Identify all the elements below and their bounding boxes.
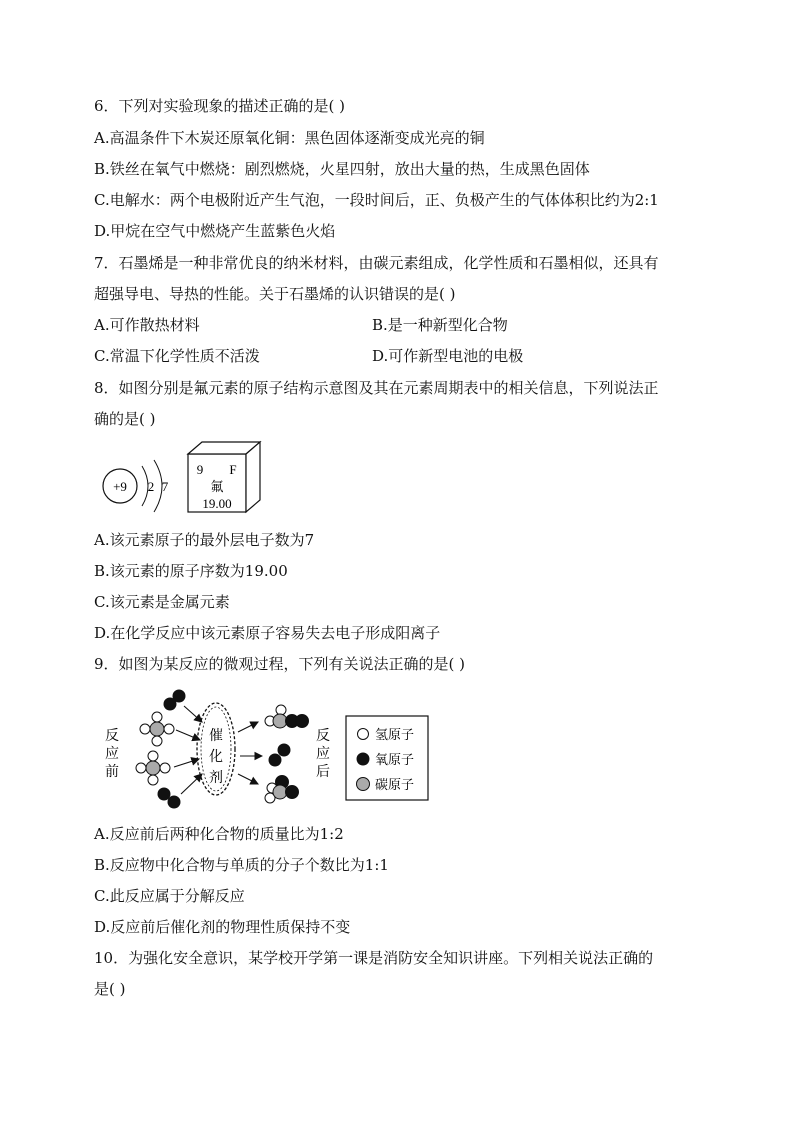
element-name: 氟 <box>210 480 224 495</box>
after-label-1: 反 <box>316 728 330 744</box>
element-symbol: F <box>229 462 237 477</box>
q8-stem-line2: 确的是( ) <box>94 410 156 428</box>
oxygen-molecule-top <box>164 690 186 711</box>
methane-molecule-1 <box>140 712 174 746</box>
q8-stem-line1: 8．如图分别是氟元素的原子结构示意图及其在元素周期表中的相关信息，下列说法正 <box>94 379 659 397</box>
q9-option-d: D.反应前后催化剂的物理性质保持不变 <box>94 918 351 936</box>
q7-stem-line2: 超强导电、导热的性能。关于石墨烯的认识错误的是( ) <box>94 285 456 303</box>
methane-molecule-2 <box>136 751 170 785</box>
before-label-3: 前 <box>105 764 119 780</box>
q8-option-c: C.该元素是金属元素 <box>94 593 230 611</box>
after-label-2: 应 <box>316 746 330 762</box>
q7-option-c: C.常温下化学性质不活泼 <box>94 347 260 365</box>
nucleus-charge: +9 <box>113 479 127 494</box>
legend-oxygen: 氧原子 <box>375 753 415 768</box>
co2-molecule-bottom <box>265 776 299 804</box>
legend-carbon: 碳原子 <box>375 778 415 793</box>
before-label-1: 反 <box>105 728 119 744</box>
q7-stem-line1: 7．石墨烯是一种非常优良的纳米材料，由碳元素组成，化学性质和石墨相似，还具有 <box>94 254 659 272</box>
atomic-number: 9 <box>196 462 204 477</box>
shell1-electrons: 2 <box>147 479 155 494</box>
q6-option-d: D.甲烷在空气中燃烧产生蓝紫色火焰 <box>94 222 336 240</box>
q6-option-a: A.高温条件下木炭还原氧化铜：黑色固体逐渐变成光亮的铜 <box>94 129 485 147</box>
legend-oxygen-icon <box>357 753 370 766</box>
q7-option-d: D.可作新型电池的电极 <box>372 347 524 365</box>
oxygen-molecule-bottom <box>158 788 181 809</box>
oxygen-molecule-product <box>269 744 291 767</box>
legend-hydrogen-icon <box>358 729 369 740</box>
legend-carbon-icon <box>357 778 370 791</box>
q6-stem: 6．下列对实验现象的描述正确的是( ) <box>94 97 346 115</box>
q8-option-d: D.在化学反应中该元素原子容易失去电子形成阳离子 <box>94 624 441 642</box>
atom-structure-diagram <box>103 460 169 512</box>
water-molecule-top <box>265 705 309 728</box>
catalyst-label-1: 催 <box>209 728 223 744</box>
catalyst-label-3: 剂 <box>209 770 223 786</box>
shell2-electrons: 7 <box>161 479 169 494</box>
atomic-mass: 19.00 <box>202 496 232 511</box>
q8-option-b: B.该元素的原子序数为19.00 <box>94 562 288 580</box>
q10-stem-line1: 10．为强化安全意识，某学校开学第一课是消防安全知识讲座。下列相关说法正确的 <box>94 949 654 967</box>
reaction-micro-diagram <box>96 684 436 810</box>
periodic-table-cell <box>188 442 260 512</box>
after-label-3: 后 <box>316 764 330 780</box>
before-label-2: 应 <box>105 746 119 762</box>
q10-stem-line2: 是( ) <box>94 980 126 998</box>
q9-option-c: C.此反应属于分解反应 <box>94 887 245 905</box>
atom-legend <box>346 716 428 800</box>
fluorine-figure <box>96 438 276 524</box>
legend-hydrogen: 氢原子 <box>375 728 415 743</box>
q7-option-a: A.可作散热材料 <box>94 316 200 334</box>
q9-option-a: A.反应前后两种化合物的质量比为1:2 <box>94 825 344 843</box>
q9-stem: 9．如图为某反应的微观过程，下列有关说法正确的是( ) <box>94 655 466 673</box>
q8-option-a: A.该元素原子的最外层电子数为7 <box>94 531 315 549</box>
q6-option-c: C.电解水：两个电极附近产生气泡，一段时间后，正、负极产生的气体体积比约为2:1 <box>94 191 659 209</box>
catalyst-label-2: 化 <box>209 749 223 765</box>
q7-option-b: B.是一种新型化合物 <box>372 316 508 334</box>
q6-option-b: B.铁丝在氧气中燃烧：剧烈燃烧，火星四射，放出大量的热，生成黑色固体 <box>94 160 590 178</box>
q9-option-b: B.反应物中化合物与单质的分子个数比为1:1 <box>94 856 389 874</box>
